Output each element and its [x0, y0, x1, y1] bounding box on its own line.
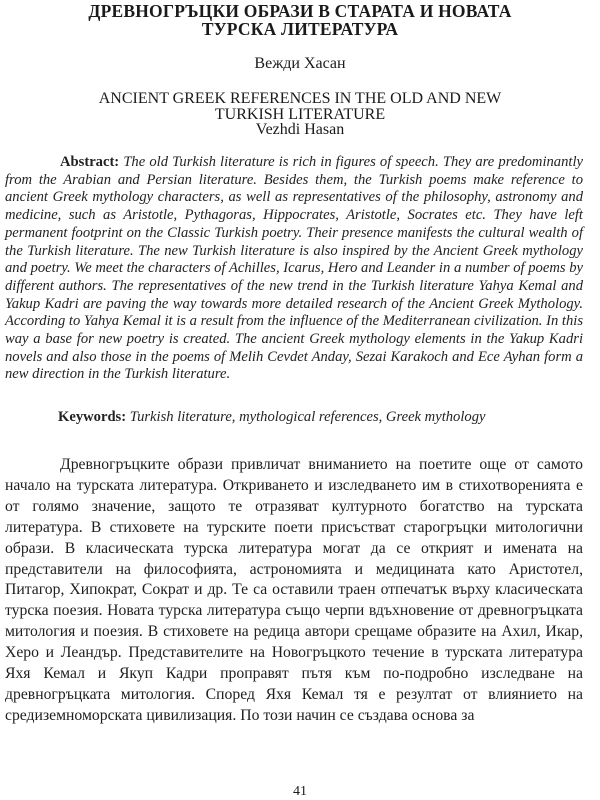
- title-en-line-1: ANCIENT GREEK REFERENCES IN THE OLD AND NEW: [98, 90, 502, 107]
- keywords: [58, 408, 598, 426]
- keywords-text: Turkish literature, mythological references, Greek mythology: [129, 409, 486, 425]
- abstract-label: Abstract:: [60, 154, 120, 170]
- title-bg-line-1: ДРЕВНОГРЪЦКИ ОБРАЗИ В СТАРАТА И НОВАТА: [88, 1, 512, 21]
- keywords-label: Keywords:: [58, 409, 127, 425]
- body-paragraph: [5, 455, 583, 727]
- abstract: [5, 154, 583, 384]
- abstract-text: The old Turkish literature is rich in figures of speech. They are predominantly from the Arabian and Persian literature. Besides them, the Turkish poems make reference to ancient Greek mythology characters, as well as representatives of the philosophy, astronomy and medicine, such as Aristotle, Pythagoras, Hippocrates, Aristotle, Socrates etc. They have left permanent footprint on the Classic Turkish poetry. Their presence manifests the cultural wealth of the Turkish literature. The new Turkish literature is also inspired by the Ancient Greek mythology and poetry. We meet the characters of Achilles, Icarus, Hero and Leander in a number of poems by different authors. The representatives of the new trend in the Turkish literature Yahya Kemal and Yakup Kadri are paving the way towards more detailed research of the Ancient Greek Mythology. According to Yahya Kemal it is a result from the influence of the Mediterranean civilization. In this way a base for new poetry is created. The ancient Greek mythology elements in the Yakup Kadri novels and also those in the poems of Melih Cevdet Anday, Sezai Karakoch and Ece Ayhan form a new direction in the Turkish literature.: [5, 154, 583, 383]
- page-number: 41: [293, 784, 307, 799]
- body-paragraph-text: Древногръцките образи привличат вниманието на поетите още от самото начало на турската литература. Откриването и изследването им в стихотворенията е от голямо значение, защото те отразяват културното богатство на турската литература. В стиховете на турските поети присъстват старогръцки митологични образи. В класическата турска литература могат да се открият и имената на представители на философията, астрономията и медицината като Аристотел, Питагор, Хипократ, Сократ и др. Те са оставили траен отпечатък върху класическата турска поезия. Новата турска литература също черпи вдъхновение от древногръцката митология и поезия. В стиховете на редица автори срещаме образите на Ахил, Икар, Херо и Леандър. Представителите на Новогръцкото течение в турската литература Яхя Кемал и Якуп Кадри проправят пътя към по-подробно изследване на древногръцката митология. Според Яхя Кемал тя е резултат от влиянието на средиземноморската цивилизация. По този начин се създава основа за: [5, 456, 583, 724]
- author-bg: Вежди Хасан: [254, 55, 346, 72]
- author-en: Vezhdi Hasan: [255, 121, 345, 138]
- title-bg-line-2: ТУРСКА ЛИТЕРАТУРА: [201, 19, 399, 39]
- title-en-line-2: TURKISH LITERATURE: [214, 106, 386, 123]
